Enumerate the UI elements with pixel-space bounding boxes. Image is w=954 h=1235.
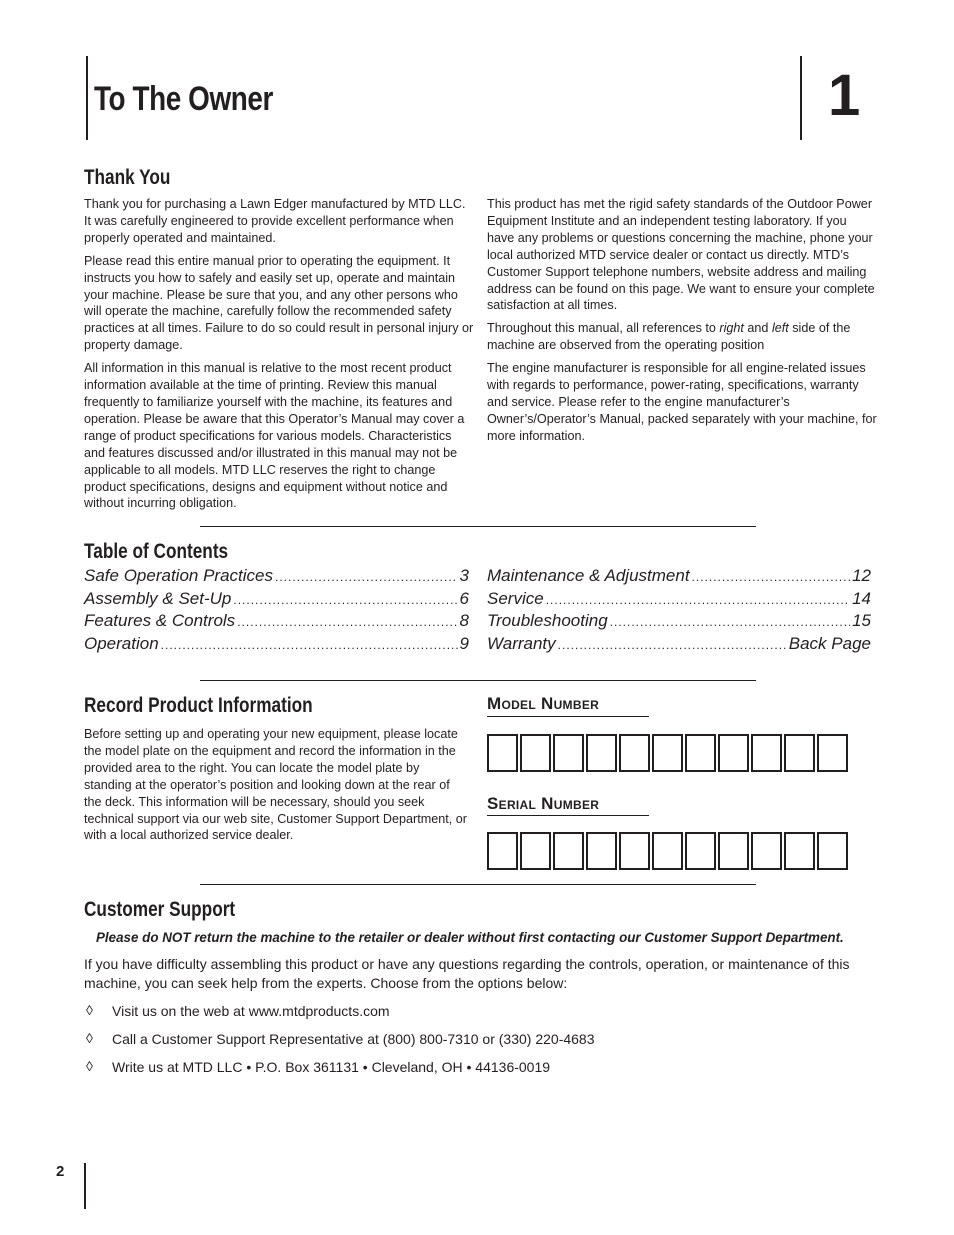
section-divider [200,526,756,527]
record-heading: Record Product Information [84,694,313,717]
toc-entry[interactable] [84,611,469,634]
support-warning: Please do NOT return the machine to the retailer or dealer without first contacting our Customer Support Department. [96,930,844,945]
thank-you-paragraph: Please read this entire manual prior to operating the equipment. It instructs you how to safely and easily set up, operate and maintain your machine. Please be sure that you, and any other persons who will operate the machine, carefully follow the recommended safety practices at all times. Failure to do so could result in personal injury or property damage. [84,253,474,353]
toc-entry-page: 8 [459,611,469,630]
text-fragment: side of the machine are observed from the operating position [487,321,851,353]
toc-entry-page: 15 [852,611,871,630]
digit-box[interactable] [487,734,518,772]
header-left-rule [86,56,88,140]
text-fragment-italic: right [719,321,744,336]
toc-leader [610,615,850,629]
serial-number-boxes[interactable] [487,832,848,870]
digit-box[interactable] [520,734,551,772]
toc-entry-page: 6 [459,588,469,608]
digit-box[interactable] [553,832,584,870]
toc-entry-label: Safe Operation Practices [84,566,273,585]
support-option-web[interactable]: Visit us on the web at www.mtdproducts.com [112,1003,390,1019]
toc-leader [558,638,787,652]
thank-you-left-column [84,196,474,518]
toc-entry[interactable] [487,634,871,657]
model-number-boxes[interactable] [487,734,848,772]
toc-leader [233,593,457,607]
toc-entry-label: Assembly & Set-Up [84,588,232,608]
support-option-mail: Write us at MTD LLC • P.O. Box 361131 • Cleveland, OH • 44136-0019 [112,1059,551,1075]
footer-rule [84,1163,86,1209]
text-fragment: Throughout this manual, all references to [487,321,720,336]
orientation-paragraph [487,320,877,354]
toc-entry-label: Maintenance & Adjustment [487,566,690,585]
digit-box[interactable] [718,832,749,870]
toc-entry[interactable] [84,589,469,612]
header-right-rule [800,56,802,140]
record-text: Before setting up and operating your new equipment, please locate the model plate on the equipment and record the information in the provided area to the right. You can locate the model plate by standing at the operator’s position and looking down at the rear of the deck. This information will be necessary, should you seek technical support via our web site, Customer Support Department, or with a local authorized service dealer. [84,727,467,843]
page-number: 2 [56,1163,65,1180]
text-fragment: and [743,321,772,336]
toc-entry[interactable] [84,634,469,657]
digit-box[interactable] [619,832,650,870]
toc-leader [692,570,851,584]
model-number-underline [487,716,649,717]
serial-number-label: Serial Number [487,794,600,813]
digit-box[interactable] [553,734,584,772]
thank-you-right-column [487,196,877,451]
toc-entry[interactable] [487,611,871,634]
diamond-bullet-icon: ◊ [86,1058,93,1074]
toc-leader [161,638,458,652]
digit-box[interactable] [685,734,716,772]
diamond-bullet-icon: ◊ [86,1030,93,1046]
digit-box[interactable] [652,734,683,772]
toc-entry-label: Features & Controls [84,611,236,630]
toc-leader [237,615,457,629]
section-divider [200,884,756,885]
toc-leader [275,570,458,584]
toc-leader [546,593,850,607]
toc-entry-label: Warranty [487,633,556,653]
digit-box[interactable] [619,734,650,772]
toc-entry-page: 12 [852,566,871,585]
digit-box[interactable] [751,832,782,870]
toc-entry-label: Operation [84,633,159,653]
toc-entry[interactable] [84,566,469,589]
text-fragment-italic: left [771,321,789,336]
thank-you-heading: Thank You [84,166,171,189]
support-heading: Customer Support [84,898,236,921]
digit-box[interactable] [718,734,749,772]
page-title: To The Owner [94,80,273,118]
toc-entry-label: Service [487,588,544,608]
toc-right-column [487,566,871,656]
toc-entry-page: 9 [459,633,469,653]
digit-box[interactable] [817,832,848,870]
support-option-phone[interactable]: Call a Customer Support Representative at (800) 800-7310 or (330) 220-4683 [112,1031,595,1047]
toc-left-column [84,566,469,656]
toc-entry-label: Troubleshooting [487,611,608,630]
chapter-number: 1 [828,63,861,128]
digit-box[interactable] [487,832,518,870]
diamond-bullet-icon: ◊ [86,1002,93,1018]
digit-box[interactable] [751,734,782,772]
toc-entry-page: 3 [459,566,469,585]
toc-entry[interactable] [487,589,871,612]
digit-box[interactable] [784,832,815,870]
toc-heading: Table of Contents [84,540,229,563]
digit-box[interactable] [685,832,716,870]
toc-entry[interactable] [487,566,871,589]
section-divider [200,680,756,681]
digit-box[interactable] [586,734,617,772]
thank-you-paragraph: This product has met the rigid safety standards of the Outdoor Power Equipment Institute and an independent testing laboratory. If you have any problems or questions concerning the machine, phone your local authorized MTD service dealer or contact us directly. MTD’s Customer Support telephone numbers, website address and mailing address can be found on this page. We want to ensure your complete satisfaction at all times. [487,197,875,313]
toc-entry-page: Back Page [788,633,871,653]
digit-box[interactable] [652,832,683,870]
toc-entry-page: 14 [852,588,871,608]
thank-you-paragraph: All information in this manual is relative to the most recent product information available at the time of printing. Review this manual frequently to familiarize yourself with the machine, its features and operation. Please be aware that this Operator’s Manual may cover a range of product specifications for various models. Characteristics and features discussed and/or illustrated in this manual may not be applicable to all models. MTD LLC reserves the right to change product specifications, designs and equipment without notice and without incurring obligation. [84,361,465,511]
thank-you-paragraph: The engine manufacturer is responsible for all engine-related issues with regards to performance, power-rating, specifications, warranty and service. Please refer to the engine manufacturer’s Owner’s/Operator’s Manual, packed separately with your machine, for more information. [487,361,877,443]
digit-box[interactable] [784,734,815,772]
serial-number-underline [487,815,649,816]
thank-you-paragraph: Thank you for purchasing a Lawn Edger manufactured by MTD LLC. It was carefully engineered to provide excellent performance when properly operated and maintained. [84,197,466,245]
model-number-label: Model Number [487,694,600,713]
digit-box[interactable] [817,734,848,772]
digit-box[interactable] [586,832,617,870]
digit-box[interactable] [520,832,551,870]
support-intro: If you have difficulty assembling this product or have any questions regarding the controls, operation, or maintenance of this machine, you can seek help from the experts. Choose from the options below: [84,956,850,991]
